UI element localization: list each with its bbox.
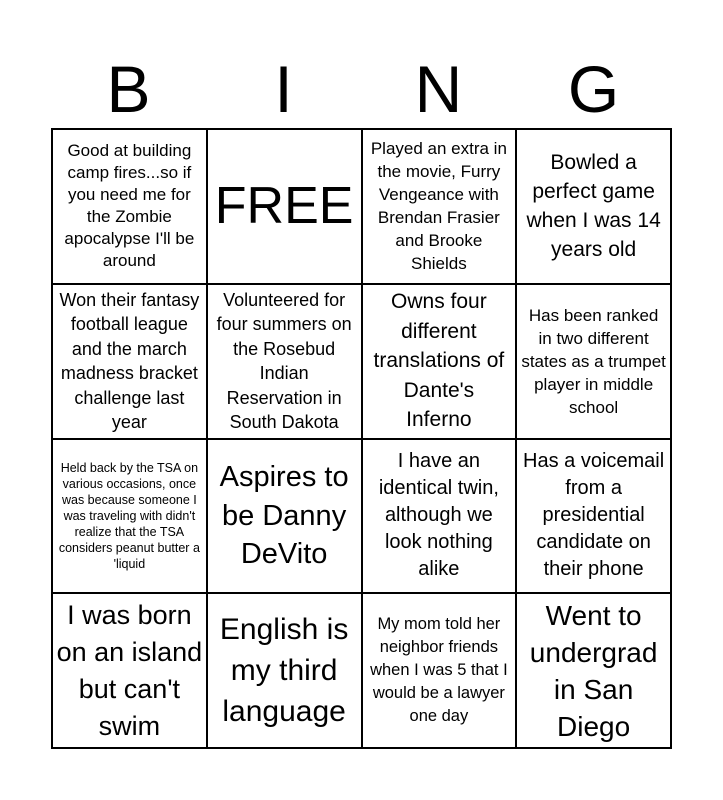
header-letter-g: G <box>567 52 620 126</box>
bingo-cell[interactable] <box>208 594 363 749</box>
cell-text: Went to undergrad in San Diego <box>529 599 658 742</box>
header-letter-n: N <box>414 52 463 126</box>
cell-text: Volunteered for four summers on the Rosebud Indian Reservation in South Dakota <box>216 289 352 433</box>
bingo-cell[interactable] <box>53 285 208 440</box>
cell-text: My mom told her neighbor friends when I was 5 that I would be a lawyer one day <box>370 615 508 726</box>
bingo-cell[interactable] <box>517 594 672 749</box>
bingo-header <box>51 50 671 128</box>
cell-text: Good at building camp fires...so if you need me for the Zombie apocalypse I'll be around <box>64 141 195 271</box>
bingo-cell[interactable] <box>53 130 208 285</box>
cell-text: I was born on an island but can't swim <box>56 599 203 741</box>
cell-text: Bowled a perfect game when I was 14 years old <box>526 151 661 262</box>
bingo-cell[interactable] <box>53 594 208 749</box>
bingo-cell[interactable] <box>363 440 518 595</box>
cell-text: English is my third language <box>219 613 349 729</box>
cell-text: Aspires to be Danny DeVito <box>219 461 349 571</box>
bingo-cell[interactable] <box>363 130 518 285</box>
bingo-cell[interactable] <box>517 285 672 440</box>
cell-text: Played an extra in the movie, Furry Vengeance with Brendan Frasier and Brooke Shields <box>370 139 507 274</box>
cell-text: I have an identical twin, although we look nothing alike <box>378 450 499 581</box>
cell-text: Has a voicemail from a presidential candidate on their phone <box>523 450 665 581</box>
bingo-cell[interactable] <box>517 440 672 595</box>
bingo-cell[interactable] <box>517 130 672 285</box>
header-letter-b: B <box>106 52 151 126</box>
cell-text: Won their fantasy football league and the march madness bracket challenge last year <box>59 289 200 433</box>
bingo-cell[interactable] <box>53 440 208 595</box>
bingo-cell[interactable] <box>363 285 518 440</box>
cell-text: Owns four different translations of Dante's Inferno <box>373 290 505 432</box>
header-letter-i: I <box>274 52 293 126</box>
free-space[interactable] <box>208 130 363 285</box>
cell-text: Has been ranked in two different states as a trumpet player in middle school <box>521 305 666 417</box>
bingo-cell[interactable] <box>208 440 363 595</box>
cell-text: Held back by the TSA on various occasions, once was because someone I was traveling with didn't realize that the TSA considers peanut butter a 'liquid <box>58 460 200 571</box>
cell-text: FREE <box>214 177 354 236</box>
bingo-cell[interactable] <box>208 285 363 440</box>
bingo-grid <box>51 128 672 749</box>
bingo-cell[interactable] <box>363 594 518 749</box>
